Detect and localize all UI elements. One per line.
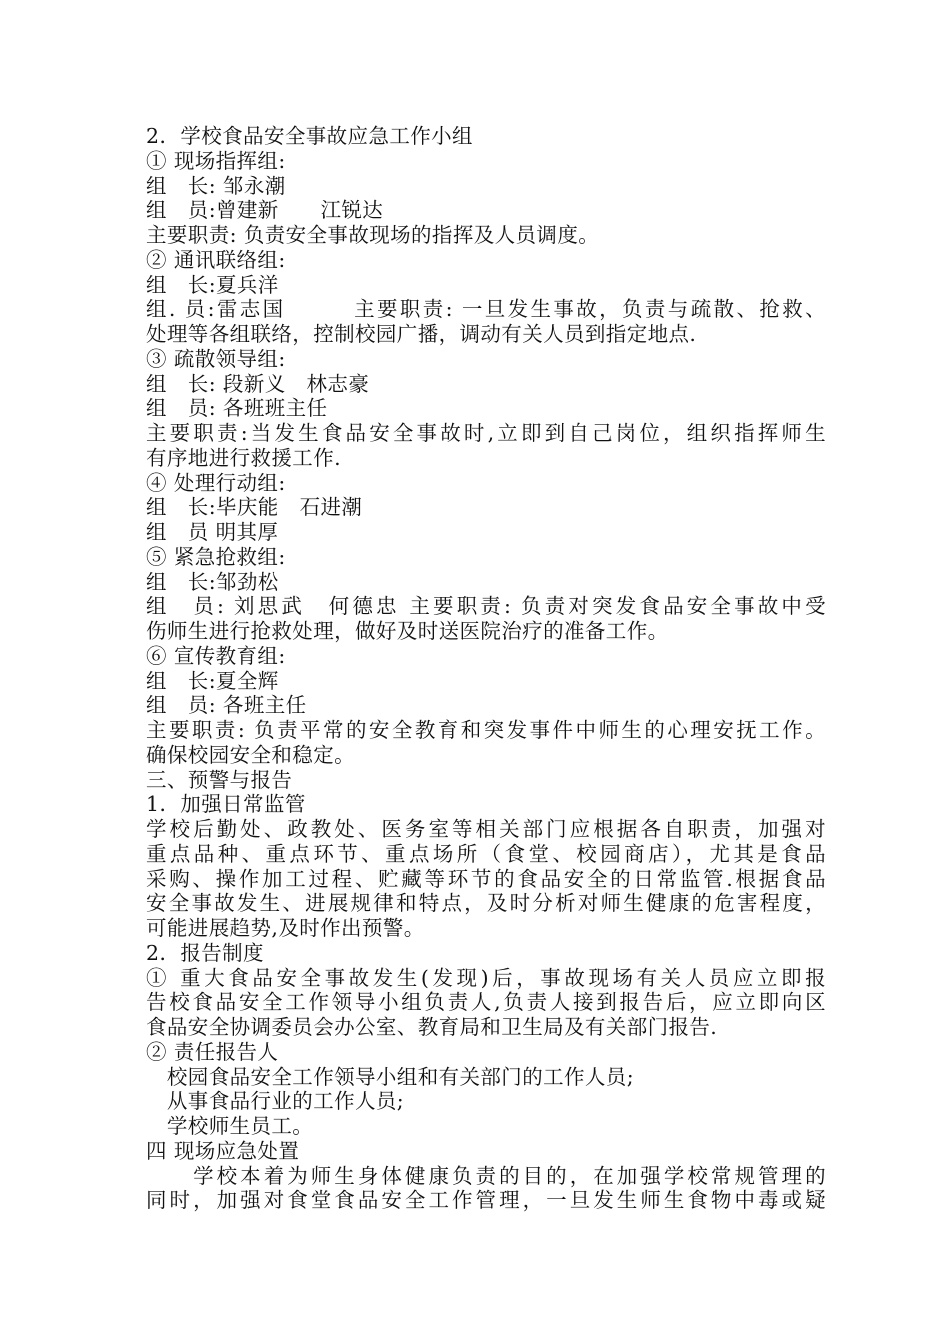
section-heading: 2．学校食品安全事故应急工作小组	[146, 124, 473, 148]
group-duty: 确保校园安全和稳定。	[146, 742, 355, 767]
group-duty: 伤师生进行抢救处理，做好及时送医院治疗的准备工作。	[146, 619, 669, 643]
list-item: 校园食品安全工作领导小组和有关部门的工作人员;	[146, 1064, 635, 1089]
subsection-heading: 2．报告制度	[146, 940, 264, 965]
group-members: 组 员 明其厚	[146, 520, 279, 544]
group-heading: ⑤ 紧急抢救组:	[146, 544, 286, 569]
section-heading: 三、预警与报告	[146, 767, 293, 792]
group-leader: 组 长: 邹永潮	[146, 173, 286, 198]
paragraph-line: 可能进展趋势,及时作出预警。	[146, 916, 425, 940]
paragraph-line: 同时，加强对食堂食品安全工作管理，一旦发生师生食物中毒或疑	[146, 1188, 826, 1213]
group-members: 组 员: 各班班主任	[146, 396, 328, 421]
group-heading: ⑥ 宣传教育组:	[146, 643, 286, 668]
paragraph-line: 学校本着为师生身体健康负责的目的，在加强学校常规管理的	[146, 1163, 826, 1188]
subsection-heading: ② 责任报告人	[146, 1039, 279, 1064]
paragraph-line: 学校后勤处、政教处、医务室等相关部门应根据各自职责，加强对	[146, 817, 826, 841]
document-body	[146, 124, 826, 1213]
group-leader: 组 长:邹劲松	[146, 569, 279, 594]
group-duty: 主要职责: 负责安全事故现场的指挥及人员调度。	[146, 223, 600, 247]
paragraph-line: 重点品种、重点环节、重点场所（食堂、校园商店），尤其是食品	[146, 841, 826, 866]
group-duty: 主要职责: 负责平常的安全教育和突发事件中师生的心理安抚工作。	[146, 718, 826, 742]
group-leader: 组 长:毕庆能 石进潮	[146, 495, 363, 520]
group-members: 组 员: 刘思武 何德忠 主要职责: 负责对突发食品安全事故中受	[146, 594, 826, 619]
paragraph-line: 告校食品安全工作领导小组负责人,负责人接到报告后，应立即向区	[146, 990, 826, 1015]
group-duty: 有序地进行救援工作.	[146, 445, 342, 470]
list-item: 学校师生员工。	[146, 1114, 314, 1138]
group-leader: 组 长:夏兵洋	[146, 272, 279, 297]
group-heading: ① 现场指挥组:	[146, 148, 286, 173]
subsection-heading: 1．加强日常监管	[146, 792, 306, 817]
paragraph-line: ① 重大食品安全事故发生(发现)后，事故现场有关人员应立即报	[146, 965, 826, 990]
list-item: 从事食品行业的工作人员;	[146, 1089, 405, 1114]
group-members: 组 员:曾建新 江锐达	[146, 198, 384, 223]
group-duty: 主要职责:当发生食品安全事故时,立即到自己岗位，组织指挥师生	[146, 421, 826, 445]
group-heading: ④ 处理行动组:	[146, 470, 286, 495]
paragraph-line: 采购、操作加工过程、贮藏等环节的食品安全的日常监管.根据食品	[146, 866, 826, 891]
paragraph-line: 食品安全协调委员会办公室、教育局和卫生局及有关部门报告.	[146, 1015, 718, 1039]
paragraph-line: 安全事故发生、进展规律和特点，及时分析对师生健康的危害程度，	[146, 891, 826, 916]
group-leader: 组 长: 段新义 林志豪	[146, 371, 370, 396]
section-heading: 四 现场应急处置	[146, 1138, 300, 1163]
group-leader: 组 长:夏全辉	[146, 668, 279, 693]
group-heading: ② 通讯联络组:	[146, 247, 286, 272]
group-heading: ③ 疏散领导组:	[146, 346, 286, 371]
group-duty: 处理等各组联络，控制校园广播，调动有关人员到指定地点.	[146, 322, 697, 346]
group-members: 组. 员:雷志国 主要职责: 一旦发生事故，负责与疏散、抢救、	[146, 297, 826, 322]
group-members: 组 员: 各班主任	[146, 693, 307, 718]
